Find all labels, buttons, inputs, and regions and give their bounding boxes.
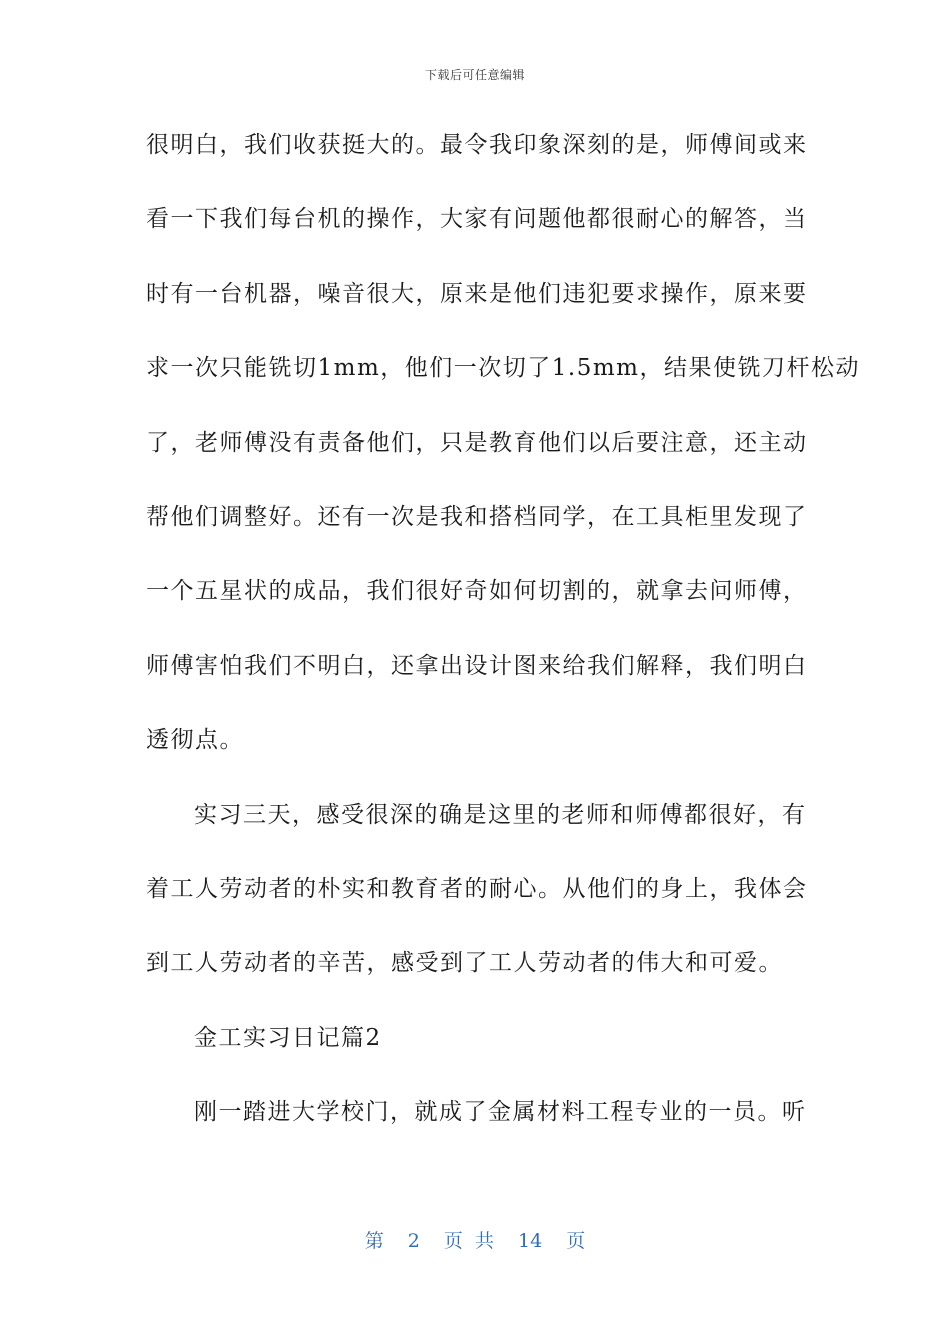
text-line: 很明白，我们收获挺大的。最令我印象深刻的是，师傅间或来	[146, 132, 808, 158]
text-line: 师傅害怕我们不明白，还拿出设计图来给我们解释，我们明白	[146, 652, 808, 679]
text-line: 帮他们调整好。还有一次是我和搭档同学，在工具柜里发现了	[146, 503, 808, 530]
page-footer	[0, 1226, 950, 1253]
text-line: 了，老师傅没有责备他们，只是教育他们以后要注意，还主动	[146, 429, 808, 456]
text-line: 到工人劳动者的辛苦，感受到了工人劳动者的伟大和可爱。	[146, 950, 783, 977]
footer-middle: 页 共	[443, 1230, 494, 1252]
section-heading: 金工实习日记篇2	[194, 1024, 382, 1051]
page-header: 下载后可任意编辑	[424, 68, 525, 82]
paragraph-start-line: 刚一踏进大学校门，就成了金属材料工程专业的一员。听	[194, 1099, 807, 1126]
footer-prefix: 第	[364, 1230, 384, 1252]
text-line: 着工人劳动者的朴实和教育者的耐心。从他们的身上，我体会	[146, 875, 808, 902]
document-body	[146, 122, 860, 1163]
footer-total-pages: 14	[518, 1230, 543, 1252]
text-line: 透彻点。	[146, 727, 244, 754]
footer-page-number: 2	[407, 1230, 420, 1252]
footer-suffix: 页	[566, 1230, 586, 1252]
paragraph-start-line: 实习三天，感受很深的确是这里的老师和师傅都很好，有	[194, 801, 807, 828]
text-line: 一个五星状的成品，我们很好奇如何切割的，就拿去问师傅，	[146, 578, 808, 605]
text-line: 看一下我们每台机的操作，大家有问题他都很耐心的解答，当	[146, 206, 808, 233]
text-line: 时有一台机器，噪音很大，原来是他们违犯要求操作，原来要	[146, 280, 808, 307]
text-line: 求一次只能铣切1mm，他们一次切了1.5mm，结果使铣刀杆松动	[146, 355, 860, 382]
